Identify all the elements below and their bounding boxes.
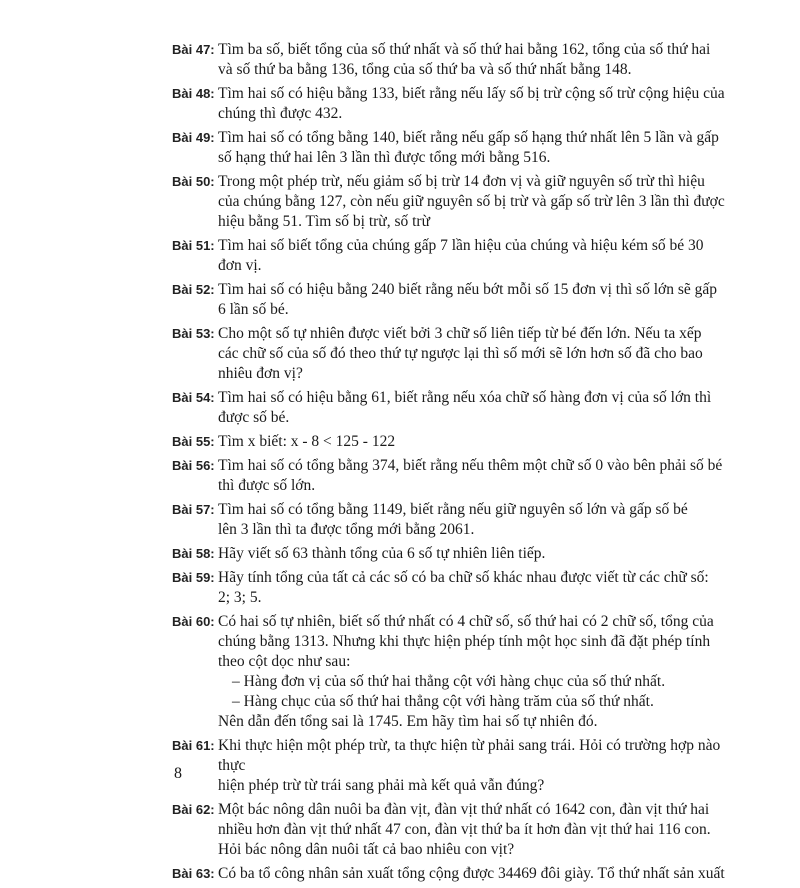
problem-label: Bài 49: (172, 130, 215, 145)
problem-item (172, 280, 732, 320)
problem-body (218, 324, 732, 384)
problem-item (172, 500, 732, 540)
problem-text: Tìm hai số có tổng bằng 1149, biết rằng nếu giữ nguyên số lớn và gấp số bé lên 3 lần thì ta được tổng mới bằng 2061. (218, 501, 688, 538)
problem-item (172, 236, 732, 276)
problem-label: Bài 62: (172, 802, 215, 817)
problem-item (172, 800, 732, 860)
problem-text: Có hai số tự nhiên, biết số thứ nhất có 4 chữ số, số thứ hai có 2 chữ số, tổng của chúng bằng 1313. Nhưng khi thực hiện phép tính một học sinh đã đặt phép tính theo cột dọc như sau: (218, 613, 714, 670)
problem-label: Bài 55: (172, 434, 215, 449)
problem-label: Bài 54: (172, 390, 215, 405)
problem-body (218, 864, 732, 884)
problem-body (218, 800, 732, 860)
problem-text: Tìm hai số có tổng bằng 374, biết rằng nếu thêm một chữ số 0 vào bên phải số bé thì được số lớn. (218, 457, 723, 494)
problem-item (172, 612, 732, 732)
problem-body (218, 280, 732, 320)
problem-text: Tìm ba số, biết tổng của số thứ nhất và số thứ hai bằng 162, tổng của số thứ hai và số thứ ba bằng 136, tổng của số thứ ba và số thứ nhất bằng 148. (218, 41, 711, 78)
problem-body (218, 236, 732, 276)
problem-body (218, 432, 732, 452)
problem-item (172, 432, 732, 452)
problem-label: Bài 48: (172, 86, 215, 101)
problem-item (172, 388, 732, 428)
problem-item (172, 172, 732, 232)
problem-body (218, 84, 732, 124)
problem-item (172, 456, 732, 496)
problem-label: Bài 63: (172, 866, 215, 881)
problem-text: Hãy tính tổng của tất cả các số có ba chữ số khác nhau được viết từ các chữ số: 2; 3; 5. (218, 569, 709, 606)
problem-label: Bài 56: (172, 458, 215, 473)
problem-body (218, 172, 732, 232)
page-number: 8 (174, 765, 182, 782)
problem-text: Một bác nông dân nuôi ba đàn vịt, đàn vịt thứ nhất có 1642 con, đàn vịt thứ hai nhiều hơn đàn vịt thứ nhất 47 con, đàn vịt thứ ba ít hơn đàn vịt thứ hai 116 con. Hỏi bác nông dân nuôi tất cả bao nhiêu con vịt? (218, 801, 711, 858)
problem-label: Bài 50: (172, 174, 215, 189)
problem-item (172, 324, 732, 384)
problem-text: Hãy viết số 63 thành tổng của 6 số tự nhiên liên tiếp. (218, 545, 546, 562)
problem-item (172, 736, 732, 796)
problem-bullet: – Hàng chục của số thứ hai thẳng cột với hàng trăm của số thứ nhất. (232, 693, 654, 710)
problem-item (172, 84, 732, 124)
problem-bullet: – Hàng đơn vị của số thứ hai thẳng cột với hàng chục của số thứ nhất. (232, 673, 666, 690)
problem-body (218, 544, 732, 564)
book-page (136, 30, 756, 882)
problem-text: Cho một số tự nhiên được viết bởi 3 chữ số liên tiếp từ bé đến lớn. Nếu ta xếp các chữ số của số đó theo thứ tự ngược lại thì số mới sẽ lớn hơn số đã cho bao nhiêu đơn vị? (218, 325, 703, 382)
problem-label: Bài 59: (172, 570, 215, 585)
problem-list (172, 40, 732, 888)
problem-text: Tìm hai số biết tổng của chúng gấp 7 lần hiệu của chúng và hiệu kém số bé 30 đơn vị. (218, 237, 704, 274)
problem-item (172, 544, 732, 564)
problem-label: Bài 53: (172, 326, 215, 341)
problem-body (218, 128, 732, 168)
problem-label: Bài 51: (172, 238, 215, 253)
problem-text: Tìm hai số có tổng bằng 140, biết rằng nếu gấp số hạng thứ nhất lên 5 lần và gấp số hạng thứ hai lên 3 lần thì được tổng mới bằng 516. (218, 129, 719, 166)
problem-body (218, 568, 732, 608)
problem-label: Bài 60: (172, 614, 215, 629)
problem-text: Trong một phép trừ, nếu giảm số bị trừ 14 đơn vị và giữ nguyên số trừ thì hiệu của chúng bằng 127, còn nếu giữ nguyên số bị trừ và gấp số trừ lên 3 lần thì được hiệu bằng 51. Tìm số bị trừ, số trừ (218, 173, 725, 230)
problem-body (218, 612, 732, 732)
problem-text: Tìm hai số có hiệu bằng 61, biết rằng nếu xóa chữ số hàng đơn vị của số lớn thì được số bé. (218, 389, 712, 426)
problem-item (172, 864, 732, 884)
problem-conclusion: Nên dẫn đến tổng sai là 1745. Em hãy tìm hai số tự nhiên đó. (218, 713, 598, 730)
problem-item (172, 128, 732, 168)
problem-body (218, 736, 732, 796)
problem-body (218, 40, 732, 80)
problem-label: Bài 58: (172, 546, 215, 561)
problem-label: Bài 61: (172, 738, 215, 753)
problem-body (218, 456, 732, 496)
problem-item (172, 568, 732, 608)
problem-item (172, 40, 732, 80)
problem-body (218, 388, 732, 428)
problem-text: Tìm hai số có hiệu bằng 240 biết rằng nếu bớt mỗi số 15 đơn vị thì số lớn sẽ gấp 6 lần số bé. (218, 281, 717, 318)
problem-text: Có ba tổ công nhân sản xuất tổng cộng được 34469 đôi giày. Tổ thứ nhất sản xuất (218, 865, 725, 882)
problem-label: Bài 57: (172, 502, 215, 517)
problem-label: Bài 52: (172, 282, 215, 297)
problem-text: Tìm x biết: x - 8 < 125 - 122 (218, 433, 396, 450)
problem-text: Khi thực hiện một phép trừ, ta thực hiện từ phải sang trái. Hỏi có trường hợp nào thực hiện phép trừ từ trái sang phải mà kết quả vẫn đúng? (218, 737, 721, 794)
problem-body (218, 500, 732, 540)
problem-text: Tìm hai số có hiệu bằng 133, biết rằng nếu lấy số bị trừ cộng số trừ cộng hiệu của chúng thì được 432. (218, 85, 725, 122)
problem-label: Bài 47: (172, 42, 215, 57)
